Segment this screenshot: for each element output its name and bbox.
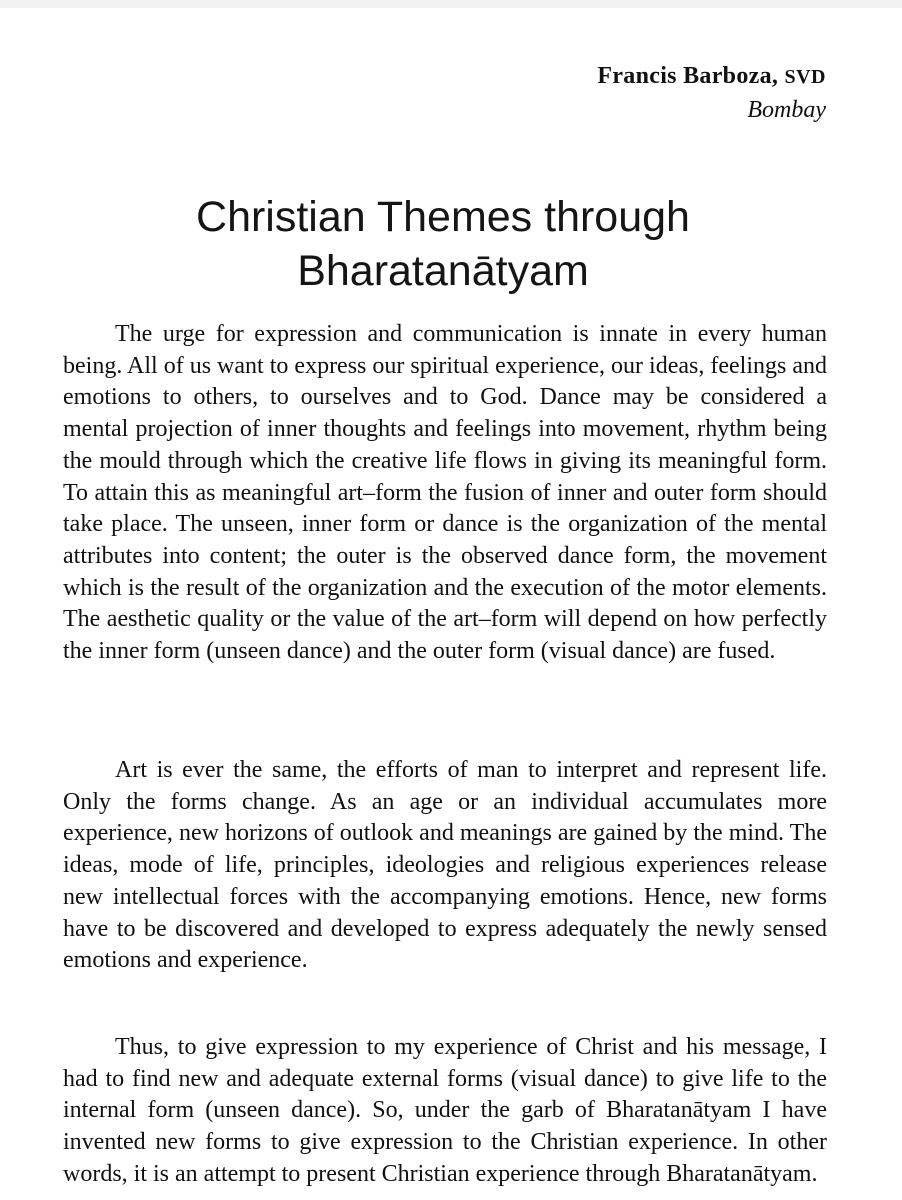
body-paragraph-1 xyxy=(63,319,827,668)
author-name: Francis Barboza, xyxy=(597,63,779,89)
title-line-2: Bharatanātyam xyxy=(297,247,589,295)
paragraph-text: Thus, to give expression to my experience of Christ and his message, I had to find new and adequate external forms (visual dance) to give life to the internal form (unseen dance). So, under the garb of Bharatanātyam I have invented new forms to give expression to the Christian experience. In other words, it is an attempt to present Christian experience through Bharatanātyam. xyxy=(63,1034,827,1187)
paragraph-text: Art is ever the same, the efforts of man to interpret and represent life. Only the forms change. As an age or an individual accumulates more experience, new horizons of outlook and meanings are gained by the mind. The ideas, mode of life, principles, ideologies and religious experiences release new intellectual forces with the accompanying emotions. Hence, new forms have to be discovered and developed to express adequately the newly sensed emotions and experience. xyxy=(63,757,827,974)
body-paragraph-2 xyxy=(63,755,827,977)
paragraph-text: The urge for expression and communication is innate in every human being. All of us want to express our spiritual experience, our ideas, feelings and emotions to others, to ourselves and to God. Dance may be considered a mental projection of inner thoughts and feelings into movement, rhythm being the mould through which the creative life flows in giving its meaningful form. To attain this as meaningful art–form the fusion of inner and outer form should take place. The unseen, inner form or dance is the organization of the mental attributes into content; the outer is the observed dance form, the movement which is the result of the organization and the execution of the motor elements. The aesthetic quality or the value of the art–form will depend on how perfectly the inner form (unseen dance) and the outer form (visual dance) are fused. xyxy=(63,321,827,665)
author-place: Bombay xyxy=(747,97,826,123)
article-title xyxy=(0,190,886,298)
author-block xyxy=(597,60,826,127)
title-line-1: Christian Themes through xyxy=(196,193,690,241)
body-paragraph-3 xyxy=(63,1032,827,1191)
author-order: SVD xyxy=(784,66,826,88)
author-name-line xyxy=(597,60,826,94)
